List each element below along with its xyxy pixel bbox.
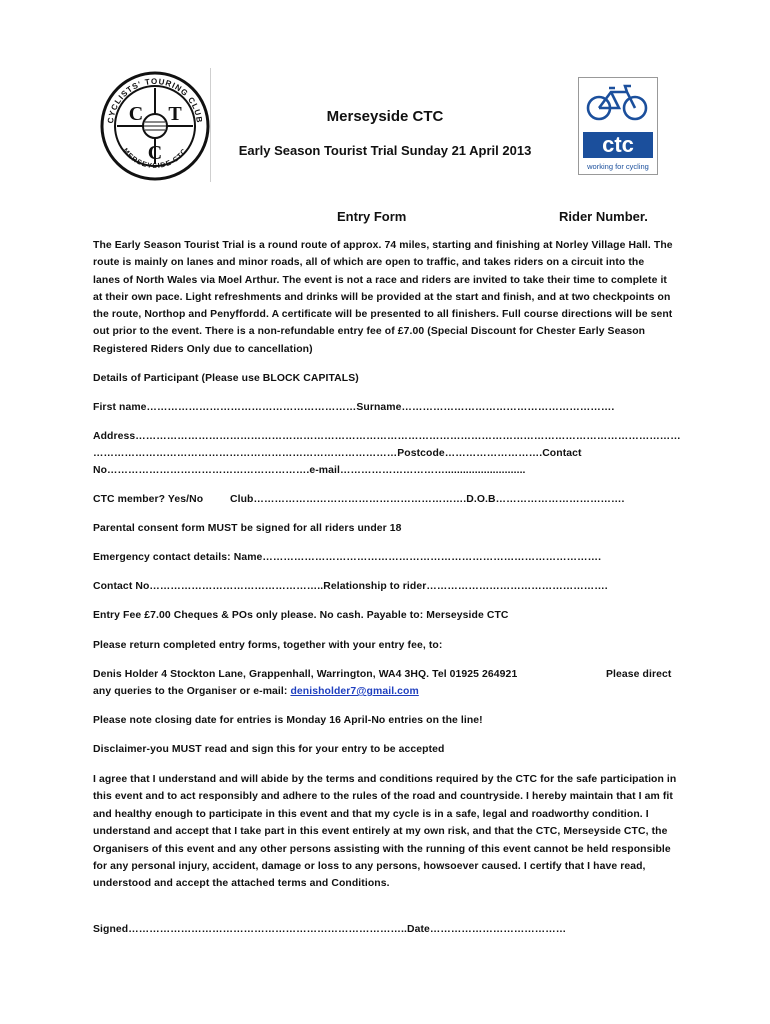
rider-number-label: Rider Number. <box>559 209 648 224</box>
signature-date-field[interactable]: Signed……………………………………………………………………..Date………………………………… <box>93 924 567 935</box>
ctc-brand-logo <box>578 77 658 175</box>
disclaimer-heading: Disclaimer-you MUST read and sign this for your entry to be accepted <box>93 744 445 755</box>
parental-consent-note: Parental consent form MUST be signed for all riders under 18 <box>93 523 402 534</box>
contact-email-field[interactable]: No………………………………………………….e-mail…………………………........................... <box>93 465 526 476</box>
page-title: Merseyside CTC <box>326 108 444 125</box>
address-postcode-field[interactable]: ……………………………………………………………………………Postcode……………………….Contact <box>93 448 582 459</box>
organiser-address: Denis Holder 4 Stockton Lane, Grappenhall, Warrington, WA4 3HQ. Tel 01925 264921 <box>93 669 518 680</box>
ctc-member-field[interactable]: CTC member? Yes/No <box>93 494 204 505</box>
club-dob-field[interactable]: Club…………………………………………………….D.O.B………………………………. <box>230 494 625 505</box>
logo-letter-c-left: C <box>128 103 144 125</box>
logo-bottom-arc-text: MERSEYSIDE CTC <box>121 147 189 171</box>
name-field[interactable]: First name……………………………………………………Surname……………………………………………………. <box>93 402 615 413</box>
agreement-paragraph: I agree that I understand and will abide by the terms and conditions required by the CTC for the safe participation in this event and to act responsibly and adhere to the rules of the road and countryside. I hereby maintain that I am fit and healthy enough to participate in this event and that my cycle is in a safe, legal and roadworthy condition. I understand and accept that I take part in this event entirely at my own risk, and that the CTC, Merseyside CTC, the Organisers of this event and any other persons assisting with the running of this event cannot be held responsible for any personal injury, accident, damage or loss to any persons, howsoever caused. I certify that I have read, understood and accept the attached terms and Conditions. <box>93 774 677 890</box>
intro-paragraph: The Early Season Tourist Trial is a round route of approx. 74 miles, starting and finishing at Norley Village Hall. The route is mainly on lanes and minor roads, all of which are open to traffic, and takes riders on a circuit into the lanes of North Wales via Moel Arthur. The event is not a race and riders are invited to take their time to complete it at their own pace. Light refreshments and drinks will be provided at the start and finish, and at two checkpoints on the route, Northop and Penyffordd. A certificate will be presented to all finishers. Full course directions will be sent out prior to the event. There is a non-refundable entry fee of £7.00 (Special Discount for Chester Early Season Registered Riders Only due to cancellation) <box>93 240 673 355</box>
return-instructions: Please return completed entry forms, together with your entry fee, to: <box>93 640 443 651</box>
address-field[interactable]: Address………………………………………………………………………………………………………………………………………… <box>93 431 681 442</box>
entry-form-heading: Entry Form <box>337 209 407 224</box>
participant-details-heading: Details of Participant (Please use BLOCK CAPITALS) <box>93 373 359 384</box>
contact-relationship-field[interactable]: Contact No…………………………………………..Relationship to rider……………………………………………. <box>93 581 608 592</box>
logo-top-arc-text: CYCLISTS' TOURING CLUB <box>105 76 205 124</box>
ctc-wordmark: ctc <box>602 132 634 157</box>
event-subtitle: Early Season Tourist Trial Sunday 21 April 2013 <box>238 143 532 158</box>
emergency-contact-field[interactable]: Emergency contact details: Name……………………………………………………………………………………. <box>93 552 602 563</box>
logo-letter-c-bottom: C <box>147 142 163 164</box>
please-direct-text: Please direct <box>606 669 672 680</box>
queries-prefix: any queries to the Organiser or e-mail: <box>93 686 291 697</box>
logo-divider <box>210 68 211 182</box>
logo-letter-t: T <box>168 103 182 125</box>
ctc-tagline: working for cycling <box>587 162 649 171</box>
organiser-email-link[interactable]: denisholder7@gmail.com <box>290 686 419 697</box>
closing-date-note: Please note closing date for entries is Monday 16 April-No entries on the line! <box>93 715 483 726</box>
queries-line <box>93 686 419 697</box>
merseyside-ctc-club-logo <box>99 70 211 182</box>
entry-fee-note: Entry Fee £7.00 Cheques & POs only please. No cash. Payable to: Merseyside CTC <box>93 610 509 621</box>
